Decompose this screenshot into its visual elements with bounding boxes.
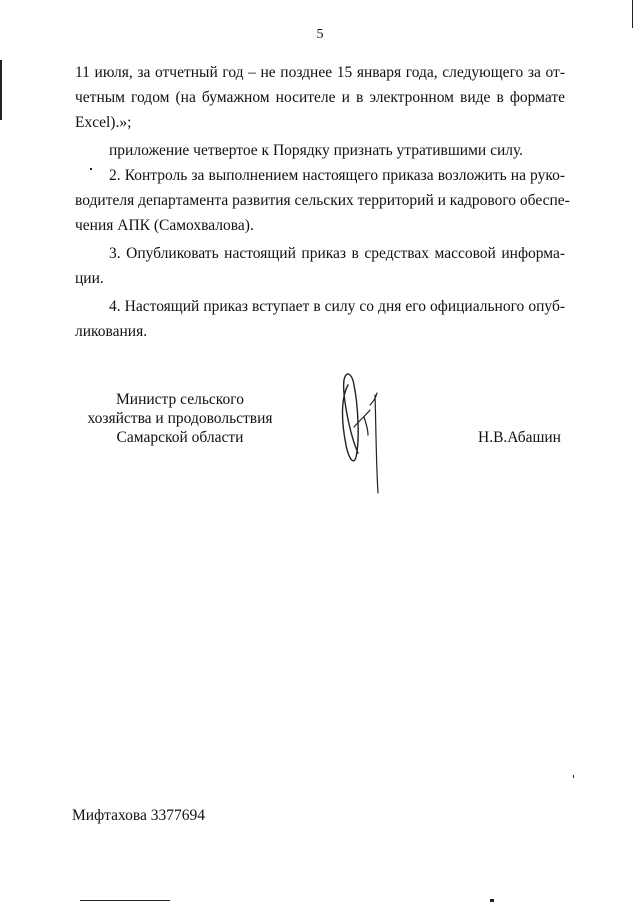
body-line <box>109 298 565 316</box>
body-line-text: Excel).»; <box>75 114 132 131</box>
body-line-text: 3. Опубликовать настоящий приказ в средствах массовой информа- <box>109 245 565 262</box>
body-line <box>109 142 523 160</box>
body-line-text: чения АПК (Самохвалова). <box>75 217 254 234</box>
signatory-name <box>478 428 561 447</box>
body-line-text: 11 июля, за отчетный год – не позднее 15 января года, следующего за от- <box>75 64 565 81</box>
scan-artifact <box>490 899 494 902</box>
body-line <box>75 64 565 82</box>
scan-artifact <box>632 0 633 28</box>
body-line-text: водителя департамента развития сельских территорий и кадрового обеспе- <box>75 192 570 209</box>
page-number: 5 <box>316 27 324 42</box>
signatory-title <box>80 390 280 447</box>
handwritten-signature <box>330 365 400 500</box>
author-phone: Мифтахова 3377694 <box>72 807 205 824</box>
body-line-text: 2. Контроль за выполнением настоящего приказа возложить на руко- <box>109 167 565 184</box>
body-line <box>75 323 147 341</box>
body-line <box>75 114 131 132</box>
body-line-text: ции. <box>75 270 104 287</box>
body-line-text: 4. Настоящий приказ вступает в силу со дня его официального опуб- <box>109 298 565 315</box>
body-line-text: приложение четвертое к Порядку признать утратившими силу. <box>109 142 524 159</box>
body-line <box>75 192 570 210</box>
body-line <box>75 89 565 107</box>
signatory-name-text: Н.В.Абашин <box>478 429 561 446</box>
signatory-title-line: Министр сельского <box>116 391 244 408</box>
body-line-text: ликования. <box>75 323 148 340</box>
scan-artifact <box>573 775 574 778</box>
body-line <box>109 245 565 263</box>
scan-artifact <box>80 900 170 901</box>
body-line <box>75 270 104 288</box>
body-line <box>109 167 565 185</box>
signatory-title-line: хозяйства и продовольствия <box>87 410 273 427</box>
body-line-text: четным годом (на бумажном носителе и в электронном виде в формате <box>75 89 565 106</box>
body-line <box>75 217 254 235</box>
scan-artifact <box>0 60 2 120</box>
scan-artifact <box>90 168 92 170</box>
signatory-title-line: Самарской области <box>116 429 244 446</box>
